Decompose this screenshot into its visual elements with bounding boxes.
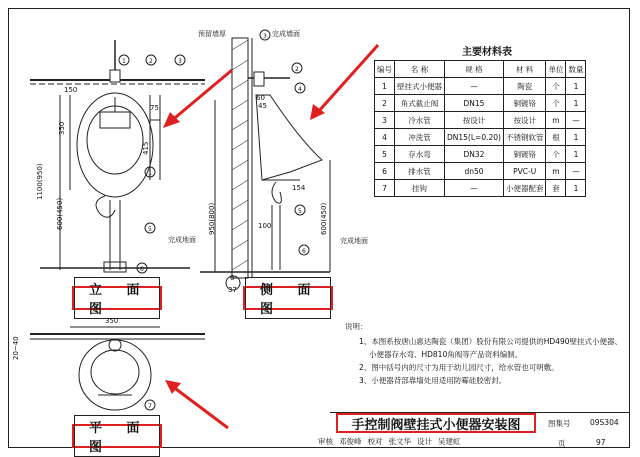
svg-text:150: 150 xyxy=(64,86,78,94)
side-view-caption: 侧 面 图 xyxy=(243,286,333,310)
svg-text:37: 37 xyxy=(228,286,237,294)
page-label: 页 xyxy=(558,439,566,448)
front-finished-floor-label: 完成地面 xyxy=(168,236,196,244)
svg-text:20~40: 20~40 xyxy=(12,336,20,360)
svg-text:2: 2 xyxy=(149,58,153,65)
atlas-label: 图集号 xyxy=(548,419,571,428)
table-header-row: 编号 名 称 规 格 材 料 单位 数量 xyxy=(375,61,586,78)
svg-text:154: 154 xyxy=(292,184,306,192)
atlas-number: 09S304 xyxy=(590,418,619,427)
table-row: 5 存水弯 DN32 铜镀铬 个 1 xyxy=(375,146,586,163)
svg-text:350: 350 xyxy=(58,121,66,135)
svg-text:60: 60 xyxy=(256,94,265,102)
note-item: 1、本图系按唐山惠达陶瓷（集团）股份有限公司提供的HD490壁挂式小便器、 xyxy=(359,337,622,346)
note-item: 小便器存水弯、HD810角阀等产品资料编制。 xyxy=(369,350,523,359)
svg-text:7: 7 xyxy=(148,403,152,410)
materials-table xyxy=(374,60,586,197)
svg-text:415: 415 xyxy=(142,141,150,155)
svg-text:6: 6 xyxy=(140,266,144,273)
table-row: 3 冷水管 按设计 按设计 m — xyxy=(375,112,586,129)
svg-text:600(450): 600(450) xyxy=(320,202,328,235)
review-name: 邓俊峰 xyxy=(339,437,362,446)
svg-text:3: 3 xyxy=(178,58,182,65)
svg-text:45: 45 xyxy=(258,102,267,110)
svg-text:5: 5 xyxy=(148,226,152,233)
svg-text:75: 75 xyxy=(150,104,159,112)
svg-text:1100(950): 1100(950) xyxy=(36,163,44,200)
plan-view-drawing xyxy=(30,327,205,410)
design-label: 设计 xyxy=(417,437,432,446)
svg-text:2: 2 xyxy=(295,66,299,73)
plan-view-caption: 平 面 图 xyxy=(72,424,162,448)
side-finished-floor-label: 完成地面 xyxy=(340,237,368,245)
notes xyxy=(345,320,622,387)
front-view-caption: 立 面 图 xyxy=(72,286,162,310)
check-name: 张文华 xyxy=(388,437,411,446)
finished-wall-label: 完成墙面 xyxy=(272,30,300,38)
svg-text:4: 4 xyxy=(298,86,302,93)
table-row: 1 壁挂式小便器 — 陶瓷 个 1 xyxy=(375,78,586,95)
design-name: 吴建虹 xyxy=(438,437,461,446)
note-item: 2、图中括号内的尺寸为用于幼儿园尺寸，给水管也可明敷。 xyxy=(359,363,559,372)
drawing-title: 手控制阀壁挂式小便器安装图 xyxy=(336,413,536,433)
svg-text:3: 3 xyxy=(263,33,267,40)
svg-text:5: 5 xyxy=(298,208,302,215)
table-row: 2 角式截止阀 DN15 铜镀铬 个 1 xyxy=(375,95,586,112)
table-row: 4 冲洗管 DN15(L=0.20) 不锈钢软管 根 1 xyxy=(375,129,586,146)
review-label: 审核 xyxy=(318,437,333,446)
svg-text:350: 350 xyxy=(105,317,119,325)
svg-text:6: 6 xyxy=(302,248,306,255)
table-row: 6 排水管 dn50 PVC-U m — xyxy=(375,163,586,180)
note-item: 3、小便器背部靠墙处用适用防霉硅胶密封。 xyxy=(359,376,507,385)
svg-text:1: 1 xyxy=(122,58,126,65)
svg-text:600(450): 600(450) xyxy=(56,197,64,230)
wall-label: 预留墙厚 xyxy=(198,30,226,38)
svg-text:100: 100 xyxy=(258,222,272,230)
svg-text:0: 0 xyxy=(230,274,235,282)
check-label: 校对 xyxy=(367,437,383,446)
svg-text:1: 1 xyxy=(148,170,152,177)
materials-table-title: 主要材料表 xyxy=(462,47,512,58)
notes-heading: 说明： xyxy=(345,322,368,331)
side-view-drawing xyxy=(200,38,330,290)
table-row: 7 挂钩 — 小便器配套 套 1 xyxy=(375,180,586,197)
page-number: 97 xyxy=(596,438,606,447)
svg-text:950(800): 950(800) xyxy=(208,202,216,235)
signature-row xyxy=(318,436,461,447)
